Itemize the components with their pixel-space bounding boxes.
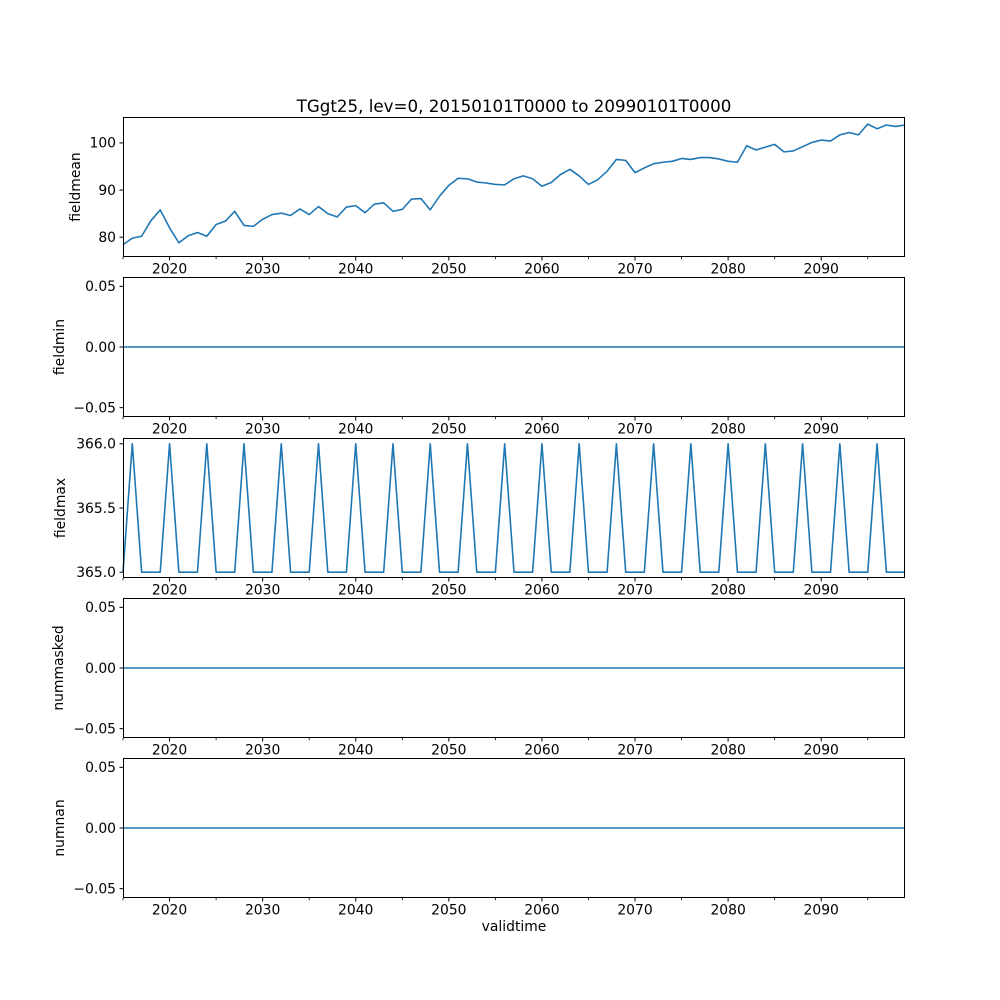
svg-text:2020: 2020 — [151, 261, 188, 278]
svg-text:2070: 2070 — [617, 902, 653, 919]
svg-text:2040: 2040 — [338, 261, 374, 278]
svg-text:−0.05: −0.05 — [73, 721, 116, 738]
svg-text:2020: 2020 — [151, 421, 188, 438]
svg-text:2040: 2040 — [338, 742, 374, 759]
svg-text:90: 90 — [98, 182, 116, 199]
svg-text:2090: 2090 — [803, 742, 839, 759]
svg-text:2080: 2080 — [710, 582, 746, 599]
svg-text:2090: 2090 — [803, 421, 839, 438]
svg-text:0.05: 0.05 — [85, 279, 116, 296]
svg-text:2030: 2030 — [244, 582, 281, 599]
svg-text:2080: 2080 — [710, 902, 746, 919]
svg-text:2060: 2060 — [524, 261, 560, 278]
chart-title: TGgt25, lev=0, 20150101T0000 to 20990101T0000 — [296, 96, 732, 116]
svg-text:2030: 2030 — [244, 261, 281, 278]
svg-text:365.5: 365.5 — [76, 500, 116, 517]
axes-nummasked — [73, 598, 905, 759]
svg-text:2090: 2090 — [803, 902, 839, 919]
svg-text:2030: 2030 — [244, 742, 281, 759]
svg-text:2020: 2020 — [151, 582, 188, 599]
svg-text:2060: 2060 — [524, 742, 560, 759]
subplot-nummasked — [0, 598, 1000, 759]
svg-text:−0.05: −0.05 — [73, 881, 116, 898]
svg-text:2070: 2070 — [617, 742, 653, 759]
svg-text:2050: 2050 — [431, 421, 467, 438]
svg-text:2040: 2040 — [338, 421, 374, 438]
y-axis-label-nummasked: nummasked — [51, 625, 67, 711]
y-axis-label-fieldmean: fieldmean — [68, 152, 84, 222]
svg-text:2050: 2050 — [431, 261, 467, 278]
subplot-fieldmean — [0, 117, 1000, 278]
svg-text:0.00: 0.00 — [85, 339, 116, 356]
svg-text:2050: 2050 — [431, 742, 467, 759]
svg-text:0.00: 0.00 — [85, 660, 116, 677]
svg-text:2040: 2040 — [338, 902, 374, 919]
svg-text:2050: 2050 — [431, 902, 467, 919]
svg-text:2020: 2020 — [151, 742, 188, 759]
subplot-fieldmax — [0, 436, 1000, 599]
svg-text:366.0: 366.0 — [76, 436, 116, 453]
svg-text:2080: 2080 — [710, 742, 746, 759]
svg-text:2030: 2030 — [244, 421, 281, 438]
svg-text:0.05: 0.05 — [85, 600, 116, 617]
svg-text:365.0: 365.0 — [76, 565, 116, 582]
svg-text:80: 80 — [98, 230, 116, 247]
svg-text:2070: 2070 — [617, 261, 653, 278]
svg-text:100: 100 — [89, 135, 116, 152]
svg-text:2080: 2080 — [710, 261, 746, 278]
svg-text:−0.05: −0.05 — [73, 400, 116, 417]
svg-text:0.05: 0.05 — [85, 760, 116, 777]
svg-text:2060: 2060 — [524, 582, 560, 599]
svg-text:2050: 2050 — [431, 582, 467, 599]
y-axis-label-fieldmax: fieldmax — [53, 477, 69, 539]
x-axis-label: validtime — [481, 919, 547, 935]
y-axis-label-fieldmin: fieldmin — [52, 318, 68, 376]
svg-text:2080: 2080 — [710, 421, 746, 438]
axes-fieldmax — [76, 436, 905, 599]
svg-text:0.00: 0.00 — [85, 820, 116, 837]
svg-text:2070: 2070 — [617, 421, 653, 438]
axes-numnan — [73, 758, 905, 919]
svg-text:2060: 2060 — [524, 902, 560, 919]
svg-text:2040: 2040 — [338, 582, 374, 599]
svg-text:2060: 2060 — [524, 421, 560, 438]
subplot-numnan — [0, 758, 1000, 919]
svg-text:2030: 2030 — [244, 902, 281, 919]
svg-text:2090: 2090 — [803, 582, 839, 599]
y-axis-label-numnan: numnan — [52, 799, 68, 857]
svg-text:2020: 2020 — [151, 902, 188, 919]
svg-text:2090: 2090 — [803, 261, 839, 278]
axes-fieldmean — [89, 117, 905, 278]
subplot-fieldmin — [0, 277, 1000, 438]
svg-text:2070: 2070 — [617, 582, 653, 599]
axes-fieldmin — [73, 277, 905, 438]
